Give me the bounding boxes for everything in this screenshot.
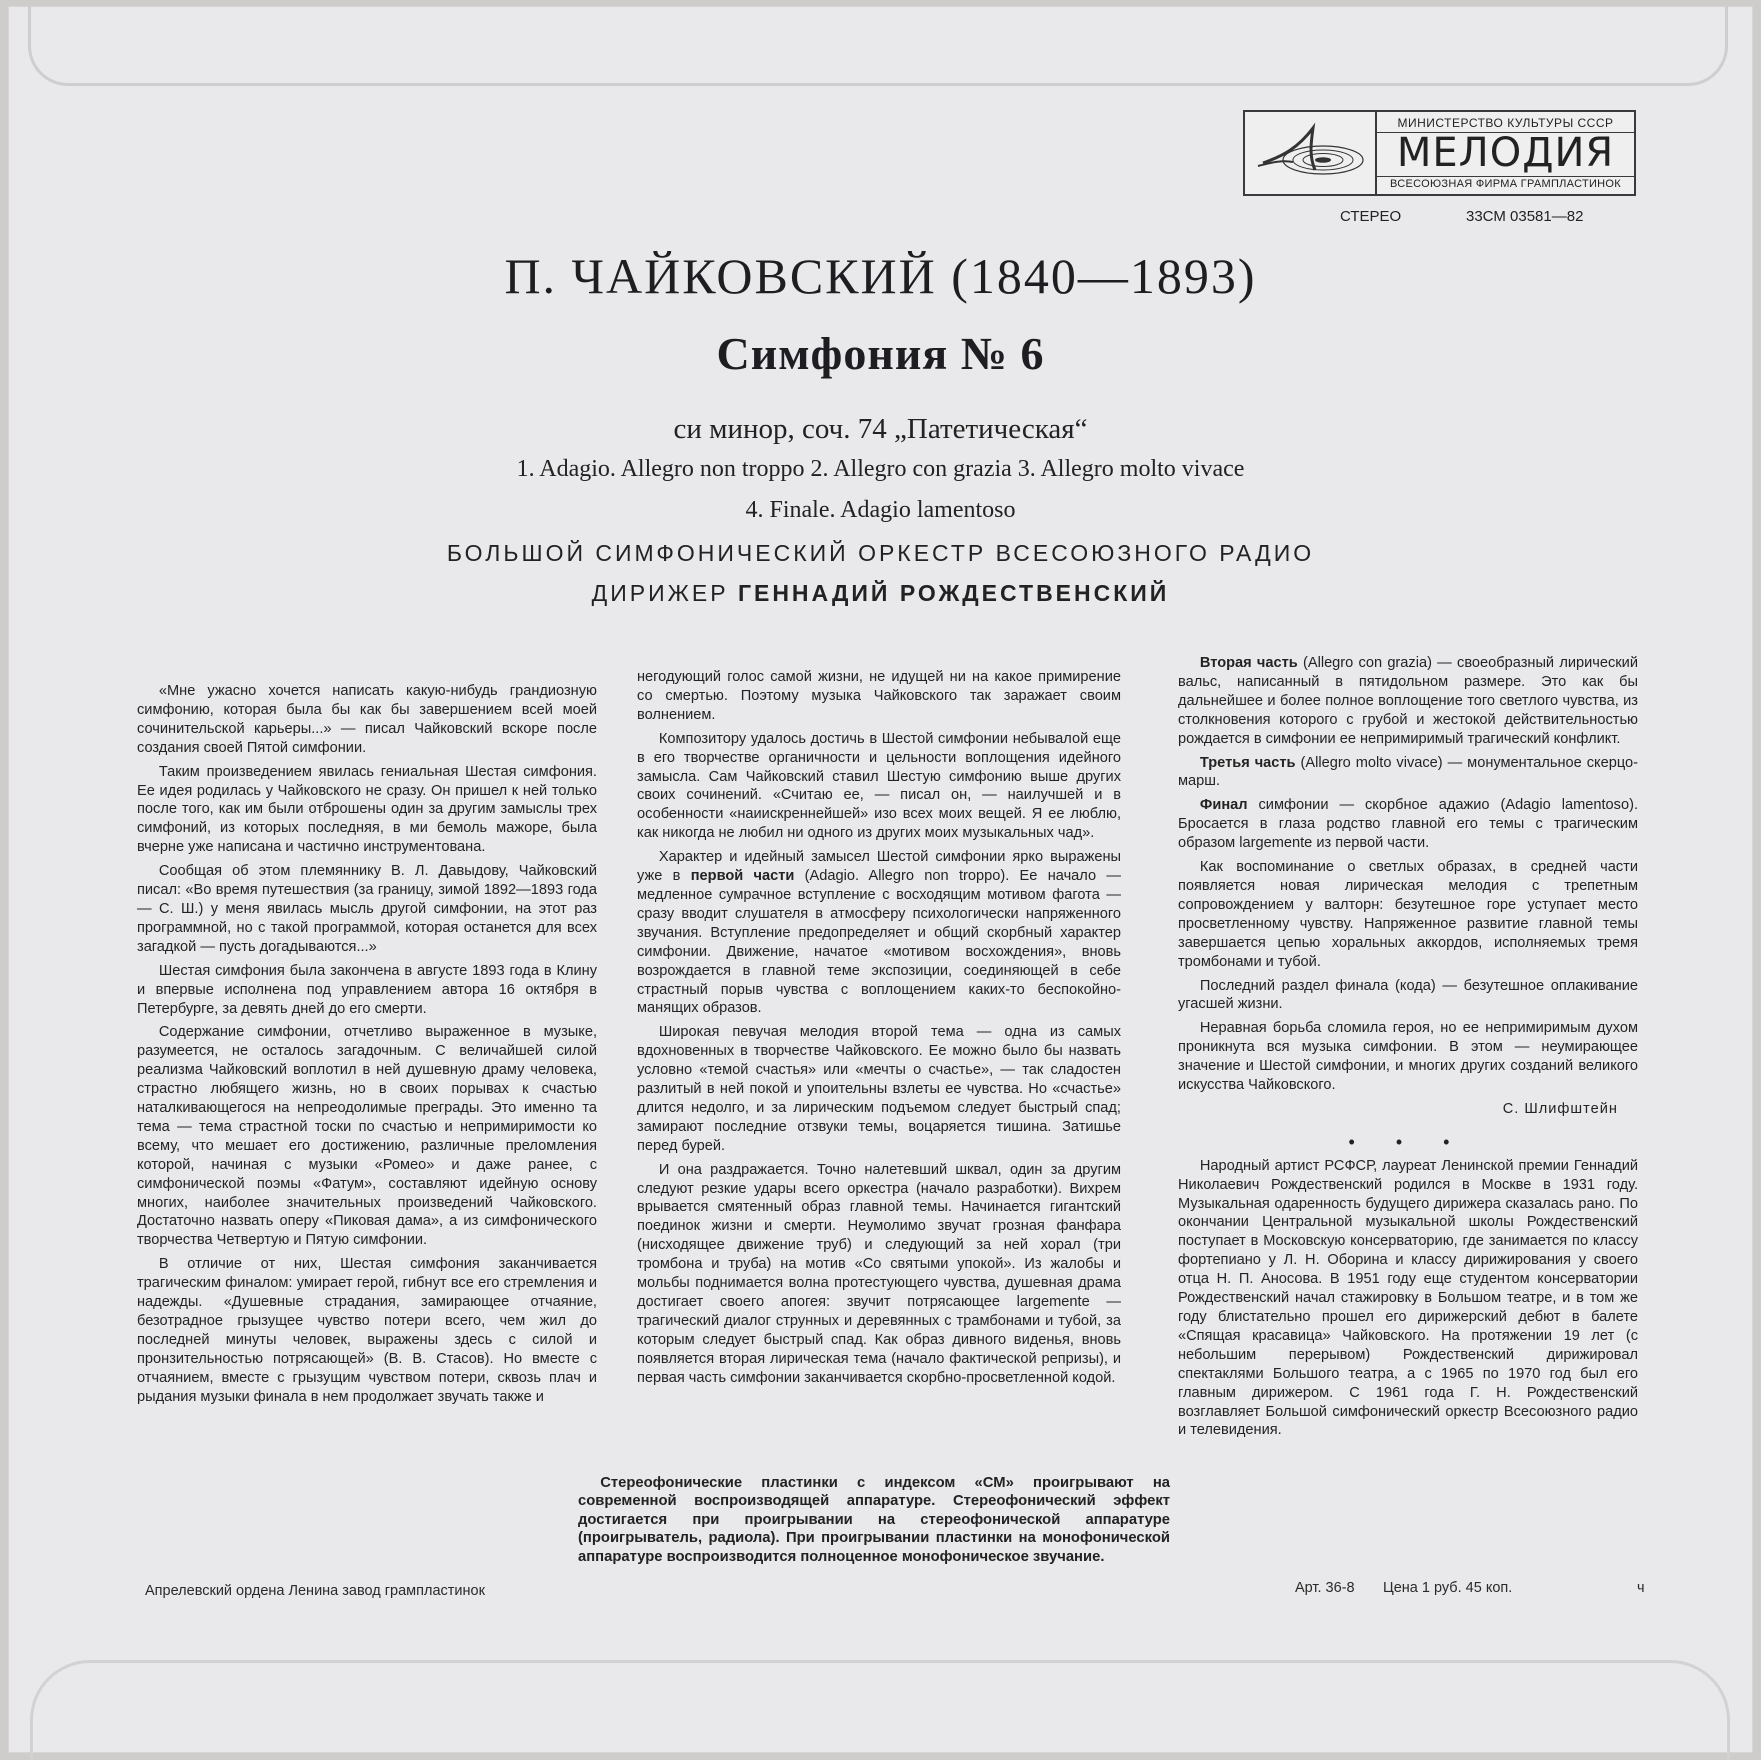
notes-paragraph: В отличие от них, Шестая симфония заканчивается трагическим финалом: умирает герой, гибнут все его стремления и надежды. «Душевные страдания, замирающее отчаяние, безотрадное грызущее чувство потери всего, чем жил до последней минуты человек, выражены здесь с силой и пронзительностью потрясающей» (В. В. Стасов). Но вместе с отчаянием, вместе с грызущим чувством потери, сквозь плач и рыдания музыки финала в нем продолжает звучать также и: [137, 1256, 597, 1405]
notes-paragraph: Характер и идейный замысел Шестой симфонии ярко выражены уже в первой части (Adagio. Allegro non troppo). Ее начало — медленное сумрачное вступление с восходящим мотивом фагота — сразу вводит слушателя в атмосферу психологически напряженного звучания. Вступление предопределяет и общий скорбный характер симфонии. Движение, начатое «мотивом восхождения», вновь возрождается в главной теме экспозиции, соединяющей в себе страстный порыв чувства с воплощением каких-то беспокойно-манящих образов.: [637, 849, 1121, 1017]
work-title: Симфония № 6: [716, 328, 1045, 379]
section-divider: • • •: [1348, 1131, 1468, 1152]
notes-column-right: [1178, 654, 1638, 1445]
notes-paragraph: Третья часть (Allegro molto vivace) — монументальное скерцо-марш.: [1178, 754, 1639, 790]
notes-paragraph: Сообщая об этом племяннику В. Л. Давыдову, Чайковский писал: «Во время путешествия (за границу, зимой 1892—1893 года — С. Ш.) у меня явилась мысль другой симфонии, на этот раз программной, но с такой программой, которая останется для всех загадкой — пусть догадываются...»: [137, 863, 597, 955]
catalog-number: 33СМ 03581—82: [1466, 208, 1584, 225]
notes-paragraph: Композитору удалось достичь в Шестой симфонии небывалой еще в его творчестве органичности и цельности воплощения идейного замысла. Сам Чайковский ставил Шестую симфонию выше других своих сочинений. «Считаю ее, — писал он, — наилучшей и в особенности «наиискреннейшей» изо всех моих вещей. Я ее люблю, как никогда не любил ни одного из других моих музыкальных чад».: [637, 730, 1121, 842]
price-label: Цена 1 руб. 45 коп.: [1383, 1580, 1513, 1596]
notes-paragraph: Вторая часть (Allegro con grazia) — своеобразный лирический вальс, написанный в пятидольном размере. Это как бы дальнейшее и более полное воплощение того светлого чувства, из столкновения которого с грубой и жестокой действительностью рождается в симфонии ее непримиримый трагический конфликт.: [1178, 655, 1638, 747]
composer-title: П. ЧАЙКОВСКИЙ (1840—1893): [504, 248, 1257, 304]
notes-paragraph: «Мне ужасно хочется написать какую-нибудь грандиозную симфонию, которая была бы как бы завершением всей моей сочинительской карьеры...» — писал Чайковский вскоре после создания своей Пятой симфонии.: [137, 683, 597, 756]
article-number: Арт. 36-8: [1295, 1580, 1355, 1596]
melodiya-logo: [1243, 110, 1636, 196]
conductor-name: ГЕННАДИЙ РОЖДЕСТВЕНСКИЙ: [737, 580, 1170, 606]
notes-paragraph: Неравная борьба сломила героя, но ее непримиримым духом проникнута вся музыка симфонии. В этом — неумирающее значение и Шестой симфонии, и многих других созданий великого искусства Чайковского.: [1178, 1020, 1638, 1094]
notes-paragraph: негодующий голос самой жизни, не идущей ни на какое примирение со смертью. Поэтому музыка Чайковского так заражает своим волнением.: [637, 669, 1121, 723]
sleeve-bottom-flap: [30, 1660, 1730, 1760]
work-key-subtitle: си минор, соч. 74 „Патетическая“: [673, 413, 1088, 445]
logo-firm-text: ВСЕСОЮЗНАЯ ФИРМА ГРАМПЛАСТИНОК: [1377, 176, 1634, 190]
conductor-prefix: ДИРИЖЕР: [591, 580, 738, 606]
stereo-label: СТЕРЕО: [1340, 208, 1402, 225]
sleeve-top-flap: [28, 6, 1728, 86]
logo-brand-name: МЕЛОДИЯ: [1396, 130, 1615, 176]
factory-credit: Апрелевский ордена Ленина завод грампластинок: [145, 1583, 485, 1599]
logo-ministry-text: МИНИСТЕРСТВО КУЛЬТУРЫ СССР: [1377, 116, 1634, 133]
notes-paragraph: Финал симфонии — скорбное адажио (Adagio lamentoso). Бросается в глаза родство главной его темы с трагическим образом largemente из первой части.: [1178, 797, 1638, 852]
notes-paragraph: И она раздражается. Точно налетевший шквал, один за другим следуют резкие удары всего оркестра (начало разработки). Вихрем врывается смятенный образ главной темы. Начинается гигантский поединок жизни и смерти. Неумолимо звучат грозная фанфара (нисходящее движение труб) и следующий за ней хорал (три тромбона и труба) на мотив «Со святыми упокой». Из жалобы и мольбы поднимается волна протестующего чувства, душевная драма достигает своего апогея: звучит потрясающее largemente — трагический диалог струнных и деревянных с трамбонами и тубой, за которым следует быстрый спад. Как образ дивного виденья, вновь появляется вторая лирическая тема (начало фактической репризы), и первая часть симфонии заканчивается скорбно-просветленной кодой.: [637, 1161, 1121, 1386]
notes-paragraph: Последний раздел финала (кода) — безутешное оплакивание угасшей жизни.: [1178, 977, 1638, 1013]
notes-paragraph: Как воспоминание о светлых образах, в средней части появляется новая лирическая мелодия с трепетным сопровождением у валторн: безутешное горе уступает место просветленному чувству. Напряженное развитие главной темы завершается цепью хоральных аккордов, исполняемых тремя тромбонами и тубой.: [1178, 859, 1638, 970]
conductor-credit: [0, 580, 1761, 607]
notes-column-middle: [637, 668, 1121, 1393]
notes-column-left: [137, 682, 597, 1412]
notes-paragraph: Содержание симфонии, отчетливо выраженное в музыке, разумеется, не осталось загадочным. С величайшей силой реализма Чайковский воплотил в ней душевную драму человека, страстно любящего жизнь, но в своих порывах к счастью наталкивающегося на непреодолимые преграды. Это именно та тема — тема страстной тоски по счастью и непримиримости ко всему, что мешает его достижению, различные преломления которой, начиная с музыки «Ромео» и даже ранее, с симфонической поэмы «Фатум», составляют идейную основу многих, наиболее значительных произведений Чайковского. Достаточно назвать оперу «Пиковая дама», а из симфонического творчества Четвертую и Пятую симфонии.: [137, 1024, 597, 1249]
melodiya-emblem-icon: [1245, 112, 1377, 194]
conductor-biography: Народный артист РСФСР, лауреат Ленинской премии Геннадий Николаевич Рождественский родился в Москве в 1931 году. Музыкальная одаренность будущего дирижера сказалась рано. По окончании Центральной музыкальной школы Рождественский поступает в Московскую консерваторию, где занимается по классу фортепиано у Л. Н. Оборина и классу дирижирования у своего отца Н. П. Аносова. В 1951 году еще студентом консерватории Рождественский начал стажировку в Большом театре, и в том же году блистательно прошел его дирижерский дебют в балете «Спящая красавица» Чайковского. На протяжении 19 лет (с небольшим перерывом) Рождественский дирижировал спектаклями Большого театра, а с 1965 по 1970 год был его главным дирижером. С 1961 года Г. Н. Рождественский возглавляет Большой симфонический оркестр Всесоюзного радио и телевидения.: [1178, 1157, 1638, 1439]
notes-paragraph: Таким произведением явилась гениальная Шестая симфония. Ее идея родилась у Чайковского не сразу. Он пришел к ней только после того, как им были отброшены один за другим замыслы трех симфоний, из которых последняя, в ми бемоль мажоре, была вчерне уже написана и частично инструментована.: [137, 763, 597, 856]
orchestra-credit: БОЛЬШОЙ СИМФОНИЧЕСКИЙ ОРКЕСТР ВСЕСОЮЗНОГО РАДИО: [446, 540, 1315, 566]
quality-mark: ч: [1637, 1580, 1645, 1596]
movements-line-1: 1. Adagio. Allegro non troppo 2. Allegro con grazia 3. Allegro molto vivace: [516, 456, 1245, 482]
movements-line-2: 4. Finale. Adagio lamentoso: [745, 497, 1016, 523]
notes-paragraph: Широкая певучая мелодия второй тема — одна из самых вдохновенных в творчестве Чайковского. Ее можно было бы назвать условно «темой счастья» или «мечты о счастье», — так сладостен разлитый в ней покой и упоительны взлеты ее чувства. Но «счастье» длится недолго, и за лирическим подъемом следует быстрый спад; замирают последние отзвуки темы, воцаряется тишина. Затишье перед бурей.: [637, 1024, 1121, 1154]
author-signature: С. Шлифштейн: [1502, 1100, 1618, 1117]
notes-paragraph: Шестая симфония была закончена в августе 1893 года в Клину и впервые исполнена под управлением автора 16 октября в Петербурге, за девять дней до его смерти.: [137, 962, 597, 1017]
stereo-notice: Стереофонические пластинки с индексом «СМ» проигрывают на современной воспроизводящей аппаратуре. Стереофонический эффект достигается при проигрывании на стереофонической аппаратуре (проигрыватель, радиола). При проигрывании пластинки на монофонической аппаратуре воспроизводится полноценное монофоническое звучание.: [578, 1475, 1170, 1565]
